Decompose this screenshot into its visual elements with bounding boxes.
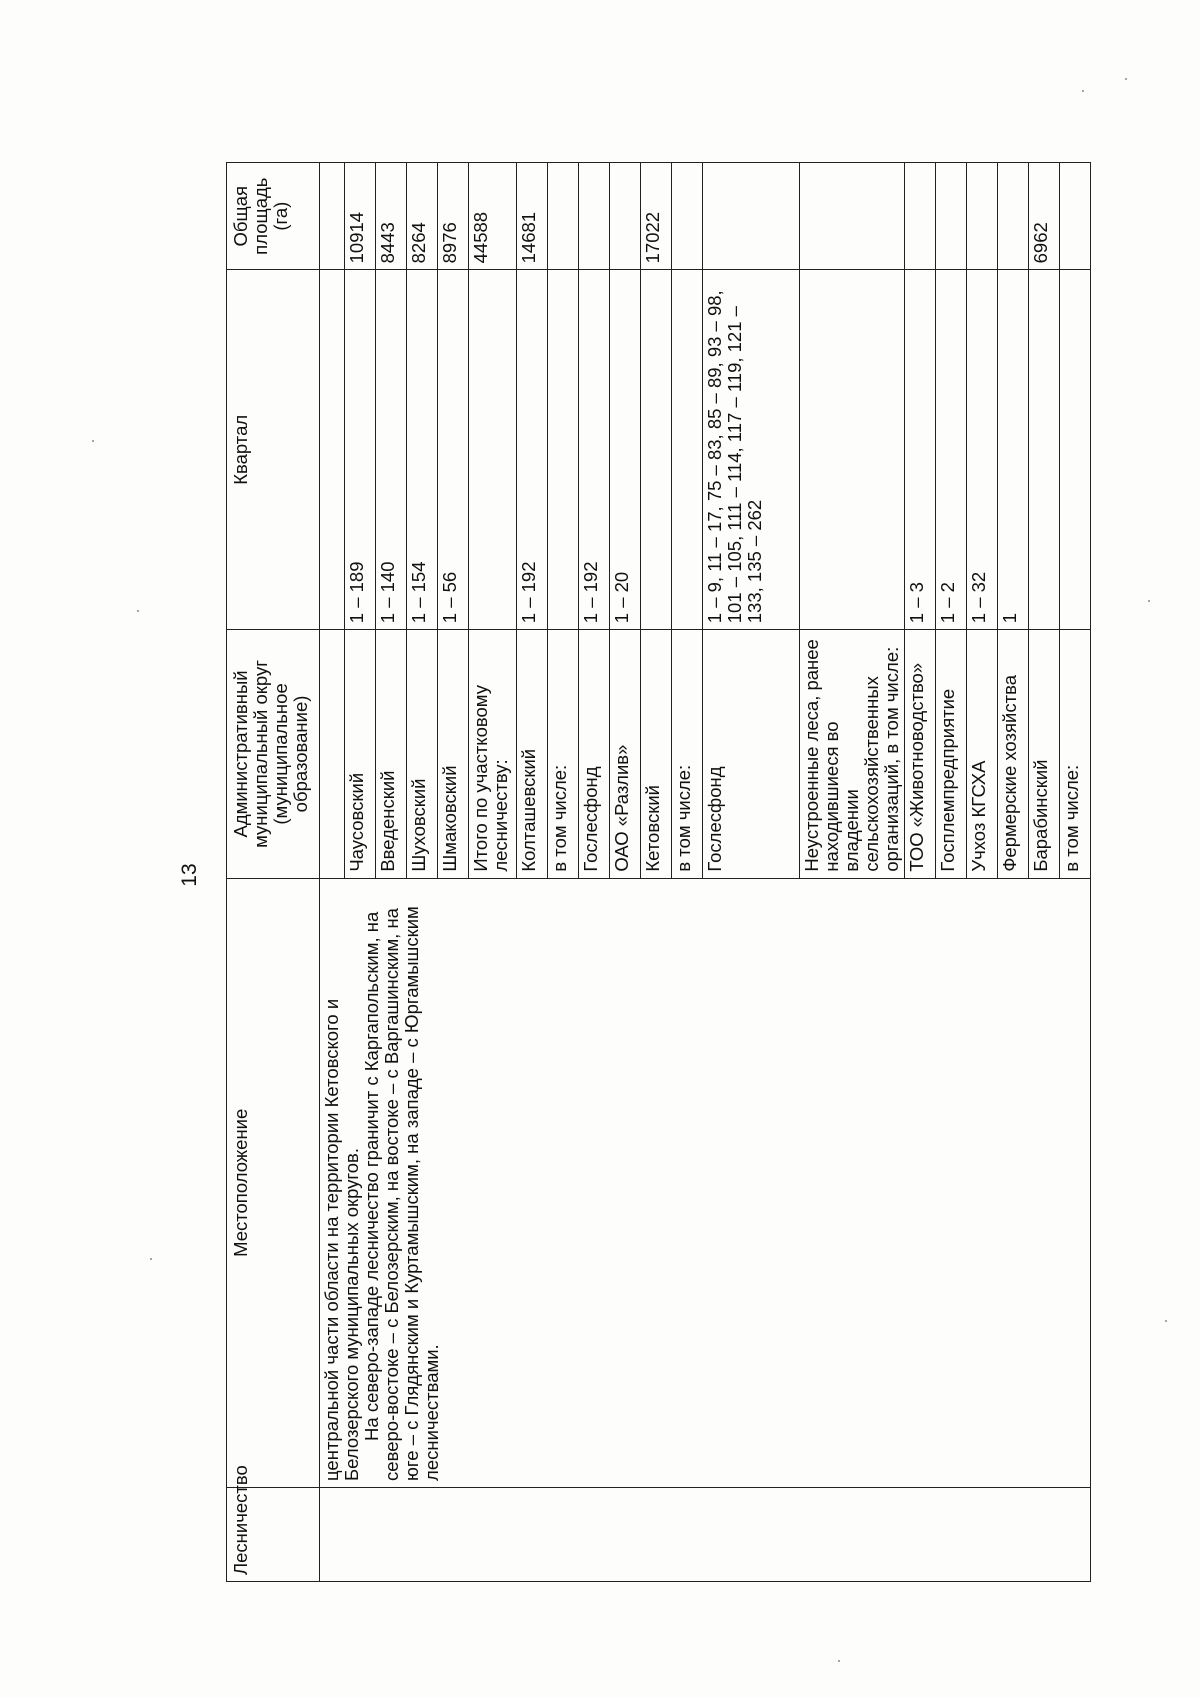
cell-kvartal: 1 (998, 270, 1029, 630)
cell-okrug: Кетовский (641, 630, 672, 878)
header-area: Общая площадь (га) (227, 163, 320, 270)
cell-kvartal: 1 – 2 (936, 270, 967, 630)
cell-okrug: в том числе: (548, 630, 579, 878)
cell-kvartal (548, 270, 579, 630)
scan-speck (838, 1660, 840, 1662)
cell-area-total: 44588 (469, 163, 517, 270)
scan-speck (92, 440, 94, 442)
cell-area-blank (320, 163, 345, 270)
cell-kvartal (641, 270, 672, 630)
cell-area: 14681 (517, 163, 548, 270)
cell-area (579, 163, 610, 270)
cell-area: 8264 (407, 163, 438, 270)
cell-kvartal: 1 – 192 (517, 270, 548, 630)
scan-speck (1082, 90, 1084, 92)
scan-speck (1148, 600, 1150, 602)
forestry-table (226, 162, 1091, 1582)
cell-area (800, 163, 905, 270)
table-header-row (227, 163, 320, 1582)
cell-lesnichestvo (320, 1487, 1091, 1581)
cell-kvartal: 1 – 192 (579, 270, 610, 630)
cell-kvartal: 1 – 20 (610, 270, 641, 630)
cell-kvartal: 1 – 9, 11 – 17, 75 – 83, 85 – 89, 93 – 98, 101 – 105, 111 – 114, 117 – 119, 121 – 133, 135 – 262 (703, 270, 800, 630)
cell-kvartal (469, 270, 517, 630)
cell-kvartal: 1 – 3 (905, 270, 936, 630)
cell-okrug: Гослесфонд (703, 630, 800, 878)
cell-okrug: Чаусовский (345, 630, 376, 878)
cell-okrug-blank (320, 630, 345, 878)
header-okrug: Административный муниципальный округ (муниципальное образование) (227, 630, 320, 878)
scan-speck (150, 1258, 152, 1260)
cell-area: 10914 (345, 163, 376, 270)
cell-area: 8976 (438, 163, 469, 270)
cell-okrug: ОАО «Разлив» (610, 630, 641, 878)
header-location: Местоположение (227, 878, 320, 1487)
forestry-table-rotated (226, 162, 1106, 1582)
cell-area (967, 163, 998, 270)
cell-okrug: в том числе: (1060, 630, 1091, 878)
location-line2: На северо-западе лесничество граничит с Каргапольским, на северо-востоке – с Белозерским, на востоке – с Варгашинским, на юге – с Глядянским и Куртамышским, на западе – с Юргамышским лесничествами. (361, 906, 442, 1481)
cell-okrug: ТОО «Животноводство» (905, 630, 936, 878)
cell-okrug: Колташевский (517, 630, 548, 878)
header-kvartal: Квартал (227, 270, 320, 630)
cell-okrug: в том числе: (672, 630, 703, 878)
scan-speck (1165, 1320, 1167, 1322)
page-number: 13 (178, 863, 201, 887)
cell-area (905, 163, 936, 270)
cell-kvartal: 1 – 32 (967, 270, 998, 630)
cell-kvartal: 1 – 154 (407, 270, 438, 630)
cell-kvartal (672, 270, 703, 630)
cell-okrug: Итого по участковому лесничеству: (469, 630, 517, 878)
cell-okrug: Шмаковский (438, 630, 469, 878)
cell-area (548, 163, 579, 270)
cell-kvartal-blank (320, 270, 345, 630)
cell-area: 8443 (376, 163, 407, 270)
cell-area (936, 163, 967, 270)
cell-area (672, 163, 703, 270)
cell-okrug: Фермерские хозяйства (998, 630, 1029, 878)
cell-okrug: Введенский (376, 630, 407, 878)
cell-kvartal: 1 – 56 (438, 270, 469, 630)
cell-kvartal (800, 270, 905, 630)
cell-area (998, 163, 1029, 270)
cell-area: 17022 (641, 163, 672, 270)
scan-speck (137, 610, 139, 612)
cell-area (703, 163, 800, 270)
cell-okrug: Госплемпредприятие (936, 630, 967, 878)
cell-area (1060, 163, 1091, 270)
cell-okrug: Шуховский (407, 630, 438, 878)
location-line1: центральной части области на территории Кетовского и Белозерского муниципальных округов. (321, 998, 362, 1481)
cell-okrug: Неустроенные леса, ранее находившиеся во владении сельскохозяйственных организаций, в том числе: (800, 630, 905, 878)
table-row-top (320, 163, 345, 1582)
cell-kvartal (1060, 270, 1091, 630)
cell-kvartal: 1 – 140 (376, 270, 407, 630)
header-lesnichestvo: Лесничество (227, 1487, 320, 1581)
cell-kvartal: 1 – 189 (345, 270, 376, 630)
scan-speck (1125, 78, 1127, 80)
cell-okrug: Гослесфонд (579, 630, 610, 878)
cell-area (610, 163, 641, 270)
cell-kvartal (1029, 270, 1060, 630)
cell-area: 6962 (1029, 163, 1060, 270)
cell-okrug: Барабинский (1029, 630, 1060, 878)
cell-location (320, 878, 1091, 1487)
cell-okrug: Учхоз КГСХА (967, 630, 998, 878)
